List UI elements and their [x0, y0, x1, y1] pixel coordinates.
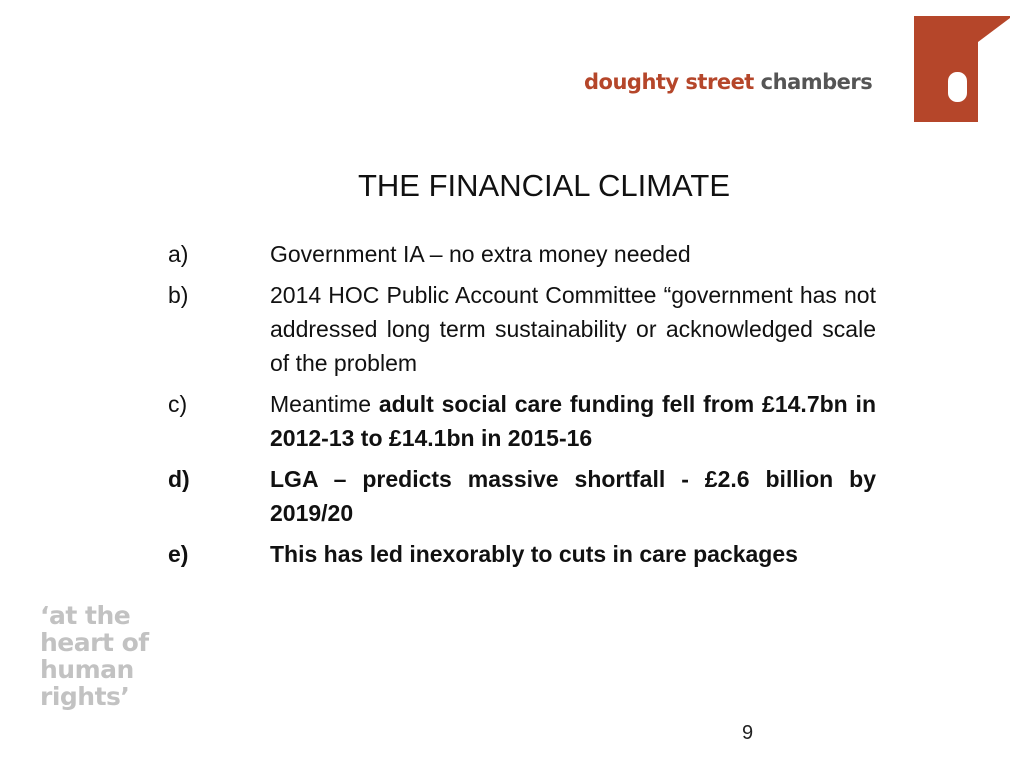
brand-wordmark — [584, 70, 872, 94]
item-text — [270, 278, 876, 380]
item-marker: a) — [168, 241, 189, 267]
item-marker: d) — [168, 466, 190, 492]
list-item-c — [168, 387, 876, 455]
item-text — [270, 387, 876, 455]
item-text-normal: Government IA – no extra money needed — [270, 241, 691, 267]
item-text-bold: LGA – predicts massive shortfall - £2.6 billion by 2019/20 — [270, 466, 876, 526]
slide-title: THE FINANCIAL CLIMATE — [357, 168, 731, 203]
item-marker: b) — [168, 282, 189, 308]
brand-word-chambers: chambers — [760, 70, 873, 94]
item-text — [270, 462, 876, 530]
item-marker: e) — [168, 541, 189, 567]
item-text-bold: adult social care funding fell from £14.7bn in 2012-13 to £14.1bn in 2015-16 — [270, 391, 877, 451]
list-item-b — [168, 278, 876, 380]
item-text — [270, 537, 876, 571]
item-list — [168, 237, 876, 578]
logo-d-mark — [914, 16, 1010, 122]
tagline-line: rights’ — [40, 682, 130, 711]
page-number: 9 — [742, 722, 754, 744]
list-item-e — [168, 537, 876, 571]
item-text-bold: This has led inexorably to cuts in care packages — [270, 541, 798, 567]
tagline-line: ‘at the — [40, 601, 131, 630]
tagline-line: human — [40, 655, 134, 684]
brand-word-doughty-street: doughty street — [584, 70, 754, 94]
tagline — [40, 602, 149, 710]
logo-mark-background — [914, 16, 1010, 122]
item-text — [270, 237, 876, 271]
tagline-line: heart of — [40, 628, 149, 657]
item-marker: c) — [168, 391, 188, 417]
logo-mark-counter — [948, 72, 967, 102]
list-item-a — [168, 237, 876, 271]
item-text-normal: 2014 HOC Public Account Committee “government has not addressed long term sustainability or acknowledged scale of the problem — [270, 282, 876, 376]
list-item-d — [168, 462, 876, 530]
item-text-normal: Meantime — [270, 391, 379, 417]
